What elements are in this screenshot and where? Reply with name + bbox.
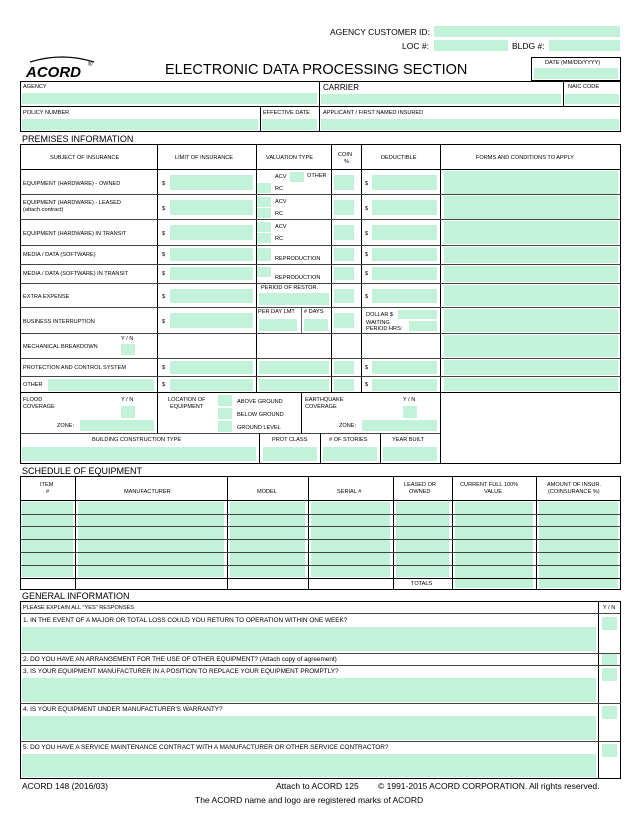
divider: [380, 433, 381, 464]
divider: [20, 653, 621, 654]
question-2: 2. DO YOU HAVE AN ARRANGEMENT FOR THE USE OF OTHER EQUIPMENT? (Attach copy of agreement): [23, 656, 337, 663]
loc-field[interactable]: [434, 40, 508, 51]
divider: [20, 333, 621, 334]
row-protection-label: PROTECTION AND CONTROL SYSTEM: [23, 365, 126, 371]
dollar-sign: $: [365, 382, 369, 388]
acv-label: ACV: [275, 174, 287, 180]
agency-customer-id-label: AGENCY CUSTOMER ID:: [330, 27, 430, 37]
value-header: VALUE: [484, 489, 502, 495]
year-built-label: YEAR BUILT: [392, 437, 425, 443]
acv-label: ACV: [275, 199, 287, 205]
question-3: 3. IS YOUR EQUIPMENT MANUFACTURER IN A POSITION TO REPLACE YOUR EQUIPMENT PROMPTLY?: [23, 668, 339, 675]
eq-transit-limit-field[interactable]: [170, 225, 253, 240]
forms-header: FORMS AND CONDITIONS TO APPLY: [476, 155, 574, 161]
dollar-sign: $: [162, 382, 166, 388]
divider: [227, 476, 228, 590]
table-row: [20, 552, 621, 553]
amount-insur-header: AMOUNT OF INSUR.: [547, 482, 601, 488]
coin-pct-header: %: [344, 159, 349, 165]
question-4-yn-field[interactable]: [602, 706, 617, 719]
location-of-label: LOCATION OF: [168, 397, 206, 403]
naic-label: NAIC CODE: [568, 84, 600, 90]
stories-field[interactable]: [323, 447, 377, 461]
divider: [320, 433, 321, 464]
copyright: © 1991-2015 ACORD CORPORATION. All rights reserved.: [378, 781, 600, 791]
num-days-label: # DAYS: [304, 309, 324, 315]
attach-note: Attach to ACORD 125: [276, 781, 359, 791]
period-restor-field[interactable]: [259, 293, 329, 305]
form-title: ELECTRONIC DATA PROCESSING SECTION: [165, 62, 468, 78]
applicant-field[interactable]: [321, 119, 619, 130]
question-2-yn-field[interactable]: [602, 654, 617, 665]
divider: [20, 703, 621, 704]
row-other-label: OTHER: [23, 382, 43, 388]
date-label: DATE (MM/DD/YYYY): [545, 60, 601, 66]
bldg-field[interactable]: [549, 40, 620, 51]
dollar-amount-label: DOLLAR $: [366, 312, 394, 318]
deductible-field[interactable]: [372, 289, 437, 303]
coinsurance-header: (COINSURANCE %): [548, 489, 600, 495]
coin-field[interactable]: [334, 267, 354, 280]
deductible-field[interactable]: [372, 225, 437, 240]
question-1-explain-field[interactable]: [22, 627, 596, 651]
divider: [20, 392, 621, 393]
reproduction-checkbox[interactable]: [257, 267, 271, 277]
mechanical-yn-field[interactable]: [121, 344, 135, 355]
agency-customer-id-field[interactable]: [434, 26, 620, 37]
prot-class-label: PROT CLASS: [272, 437, 308, 443]
flood-yn-field[interactable]: [121, 406, 135, 418]
dollar-sign: $: [162, 231, 166, 237]
table-row: [20, 565, 621, 566]
dollar-sign: $: [365, 181, 369, 187]
valuation-header: VALUATION TYPE: [266, 155, 313, 161]
other-valuation-field[interactable]: [259, 379, 329, 391]
divider: [301, 308, 302, 333]
row-eq-leased-label: EQUIPMENT (HARDWARE) - LEASED: [23, 200, 121, 206]
form-id: ACORD 148 (2016/03): [22, 781, 108, 791]
divider: [20, 264, 621, 265]
divider: [20, 578, 621, 579]
divider: [20, 376, 621, 377]
divider: [308, 476, 309, 590]
reproduction-checkbox[interactable]: [257, 248, 271, 261]
applicant-label: APPLICANT / FIRST NAMED INSURED: [323, 110, 424, 116]
question-4: 4. IS YOUR EQUIPMENT UNDER MANUFACTURER'S WARRANTY?: [23, 706, 223, 713]
question-1: 1. IN THE EVENT OF A MAJOR OR TOTAL LOSS COULD YOU RETURN TO OPERATION WITHIN ONE WEEK?: [23, 617, 348, 624]
divider: [20, 307, 621, 308]
acv-checkbox[interactable]: [257, 222, 271, 232]
general-section-title: GENERAL INFORMATION: [22, 591, 130, 601]
agency-field[interactable]: [22, 93, 317, 104]
other-description-field[interactable]: [48, 379, 154, 391]
row-extra-expense-label: EXTRA EXPENSE: [23, 294, 70, 300]
divider: [20, 245, 621, 246]
date-field[interactable]: [534, 68, 618, 79]
above-ground-checkbox[interactable]: [218, 395, 232, 406]
flood-zone-field[interactable]: [80, 420, 154, 431]
agency-label: AGENCY: [23, 84, 47, 90]
divider: [20, 613, 621, 614]
coin-field[interactable]: [334, 248, 354, 261]
dollar-sign: $: [162, 271, 166, 277]
earthquake-coverage-label: COVERAGE: [305, 404, 337, 410]
flood-label: FLOOD: [23, 397, 43, 403]
divider: [20, 283, 621, 284]
divider: [301, 392, 302, 433]
bi-limit-field[interactable]: [170, 313, 253, 328]
flood-coverage-label: COVERAGE: [23, 404, 55, 410]
bi-dollar-field[interactable]: [398, 310, 437, 319]
loc-label: LOC #:: [402, 41, 429, 51]
naic-field[interactable]: [565, 94, 619, 104]
per-day-lmt-label: PER DAY LMT: [258, 309, 295, 315]
row-bi-label: BUSINESS INTERRUPTION: [23, 319, 95, 325]
carrier-label: CARRIER: [323, 83, 360, 92]
waiting-period-field[interactable]: [409, 321, 437, 331]
forms-field[interactable]: [444, 171, 618, 194]
row-eq-owned-label: EQUIPMENT (HARDWARE) - OWNED: [23, 181, 121, 187]
below-ground-checkbox[interactable]: [218, 408, 232, 419]
item-header: ITEM: [40, 482, 54, 488]
rc-label: RC: [275, 211, 284, 217]
schedule-section-title: SCHEDULE OF EQUIPMENT: [22, 466, 143, 476]
location-equipment-label: EQUIPMENT: [170, 404, 204, 410]
premises-section-title: PREMISES INFORMATION: [22, 134, 134, 144]
coin-field[interactable]: [334, 379, 354, 391]
divider: [20, 741, 621, 742]
rc-label: RC: [275, 186, 284, 192]
rc-checkbox[interactable]: [257, 208, 271, 218]
period-hrs-label: PERIOD HRS:: [366, 326, 403, 332]
bldg-label: BLDG #:: [512, 41, 545, 51]
question-4-explain-field[interactable]: [22, 716, 596, 740]
construction-type-field[interactable]: [22, 447, 256, 461]
divider: [440, 144, 441, 392]
waiting-label: WAITING: [366, 320, 390, 326]
dollar-sign: $: [162, 206, 166, 212]
dollar-sign: $: [365, 252, 369, 258]
leased-header: LEASED OR: [404, 482, 437, 488]
divider: [260, 106, 261, 132]
yn-label: Y / N: [121, 397, 134, 403]
question-1-yn-field[interactable]: [602, 617, 617, 630]
yn-label: Y / N: [121, 336, 134, 342]
deductible-field[interactable]: [372, 175, 437, 190]
deductible-field[interactable]: [372, 361, 437, 374]
deductible-field[interactable]: [372, 248, 437, 261]
subject-header: SUBJECT OF INSURANCE: [50, 155, 120, 161]
divider: [157, 144, 158, 392]
question-3-yn-field[interactable]: [602, 668, 617, 681]
media-limit-field[interactable]: [170, 248, 253, 261]
other-limit-field[interactable]: [170, 379, 253, 391]
coin-field[interactable]: [334, 175, 354, 190]
divider: [20, 219, 621, 220]
deductible-field[interactable]: [372, 379, 437, 391]
forms-field[interactable]: [444, 335, 618, 357]
earthquake-yn-field[interactable]: [403, 406, 417, 418]
other-valuation-label: OTHER: [307, 173, 327, 179]
svg-text:ACORD: ACORD: [26, 64, 81, 81]
table-row: [20, 539, 621, 540]
rc-checkbox[interactable]: [257, 183, 271, 193]
table-row: [20, 526, 621, 527]
reproduction-label: REPRODUCTION: [275, 256, 321, 262]
rc-checkbox[interactable]: [257, 233, 271, 243]
coin-field[interactable]: [334, 313, 354, 328]
coin-header: COIN: [338, 152, 352, 158]
question-5: 5. DO YOU HAVE A SERVICE MAINTENANCE CONTRACT WITH A MANUFACTURER OR OTHER SERVICE CONTRACTOR?: [23, 744, 389, 751]
coin-field[interactable]: [334, 361, 354, 374]
eq-owned-limit-field[interactable]: [170, 175, 253, 190]
trademark-note: The ACORD name and logo are registered marks of ACORD: [195, 795, 424, 805]
dollar-sign: $: [365, 365, 369, 371]
forms-field[interactable]: [444, 285, 618, 306]
coin-field[interactable]: [334, 225, 354, 240]
dollar-sign: $: [365, 294, 369, 300]
limit-header: LIMIT OF INSURANCE: [175, 155, 234, 161]
forms-field[interactable]: [444, 378, 618, 391]
period-restor-label: PERIOD OF RESTOR.: [261, 285, 319, 291]
model-header: MODEL: [257, 489, 277, 495]
owned-header: OWNED: [409, 489, 431, 495]
totals-label: TOTALS: [411, 581, 433, 587]
divider: [452, 476, 453, 590]
flood-zone-label: ZONE:: [57, 423, 75, 429]
extra-expense-limit-field[interactable]: [170, 289, 253, 303]
divider: [393, 476, 394, 590]
coin-field[interactable]: [334, 289, 354, 303]
effective-date-field[interactable]: [262, 119, 317, 130]
dollar-sign: $: [162, 294, 166, 300]
forms-field[interactable]: [444, 266, 618, 282]
ground-level-label: GROUND LEVEL: [237, 425, 281, 431]
row-media-transit-label: MEDIA / DATA (SOFTWARE) IN TRANSIT: [23, 271, 129, 277]
divider: [536, 476, 537, 590]
divider: [331, 144, 332, 392]
stories-label: # OF STORIES: [329, 437, 368, 443]
effective-date-label: EFFECTIVE DATE: [263, 110, 310, 116]
earthquake-zone-label: ZONE:: [339, 423, 357, 429]
earthquake-zone-field[interactable]: [362, 420, 437, 431]
question-5-explain-field[interactable]: [22, 754, 596, 777]
eq-leased-limit-field[interactable]: [170, 200, 253, 215]
explain-label: PLEASE EXPLAIN ALL "YES" RESPONSES: [23, 605, 135, 611]
question-5-yn-field[interactable]: [602, 744, 617, 757]
forms-field[interactable]: [444, 360, 618, 375]
dollar-sign: $: [365, 271, 369, 277]
acord-logo: [22, 56, 102, 82]
serial-header: SERIAL #: [337, 489, 362, 495]
question-3-explain-field[interactable]: [22, 678, 596, 702]
earthquake-label: EARTHQUAKE: [305, 397, 344, 403]
divider: [20, 500, 621, 501]
acv-checkbox[interactable]: [257, 197, 271, 207]
divider: [157, 392, 158, 433]
carrier-field[interactable]: [321, 94, 561, 104]
item-num-header: #: [46, 489, 50, 495]
ground-level-checkbox[interactable]: [218, 421, 232, 432]
acv-label: ACV: [275, 224, 287, 230]
row-eq-transit-label: EQUIPMENT (HARDWARE) IN TRANSIT: [23, 231, 127, 237]
row-media-label: MEDIA / DATA (SOFTWARE): [23, 252, 96, 258]
policy-number-field[interactable]: [22, 119, 258, 130]
prot-class-field[interactable]: [263, 447, 317, 461]
protection-valuation-field[interactable]: [259, 361, 329, 374]
divider: [20, 433, 440, 434]
current-full-header: CURRENT FULL 100%: [460, 482, 519, 488]
divider: [20, 358, 621, 359]
forms-field[interactable]: [444, 309, 618, 332]
policy-number-label: POLICY NUMBER: [23, 110, 70, 116]
dollar-sign: $: [365, 206, 369, 212]
construction-type-label: BUILDING CONSTRUCTION TYPE: [92, 437, 182, 443]
divider: [20, 194, 621, 195]
dollar-sign: $: [162, 252, 166, 258]
dollar-sign: $: [162, 319, 166, 325]
general-yn-header: Y / N: [603, 605, 616, 611]
acv-checkbox[interactable]: [290, 172, 304, 182]
svg-text:®: ®: [88, 62, 93, 68]
per-day-lmt-field[interactable]: [259, 319, 297, 331]
divider: [20, 169, 621, 170]
reproduction-label: REPRODUCTION: [275, 275, 321, 281]
below-ground-label: BELOW GROUND: [237, 412, 284, 418]
divider: [319, 81, 320, 132]
divider: [75, 476, 76, 590]
rc-label: RC: [275, 236, 284, 242]
row-eq-leased-sub: (attach contract): [23, 207, 64, 213]
forms-field[interactable]: [444, 221, 618, 244]
deductible-field[interactable]: [372, 200, 437, 215]
manufacturer-header: MANUFACTURER: [124, 489, 171, 495]
deductible-header: DEDUCTIBLE: [381, 155, 417, 161]
table-row: [20, 514, 621, 515]
dollar-sign: $: [365, 231, 369, 237]
row-mechanical-label: MECHANICAL BREAKDOWN: [23, 344, 98, 350]
media-transit-limit-field[interactable]: [170, 267, 253, 280]
forms-field[interactable]: [444, 247, 618, 263]
divider: [259, 433, 260, 464]
dollar-sign: $: [162, 181, 166, 187]
yn-label: Y / N: [403, 397, 416, 403]
forms-field[interactable]: [444, 196, 618, 219]
divider: [598, 601, 599, 779]
divider: [20, 106, 621, 107]
divider: [440, 392, 441, 464]
above-ground-label: ABOVE GROUND: [237, 399, 283, 405]
coin-field[interactable]: [334, 200, 354, 215]
dollar-sign: $: [162, 365, 166, 371]
year-built-field[interactable]: [383, 447, 437, 461]
divider: [20, 665, 621, 666]
protection-limit-field[interactable]: [170, 361, 253, 374]
num-days-field[interactable]: [304, 319, 328, 331]
deductible-field[interactable]: [372, 267, 437, 280]
divider: [361, 144, 362, 392]
divider: [563, 81, 564, 106]
